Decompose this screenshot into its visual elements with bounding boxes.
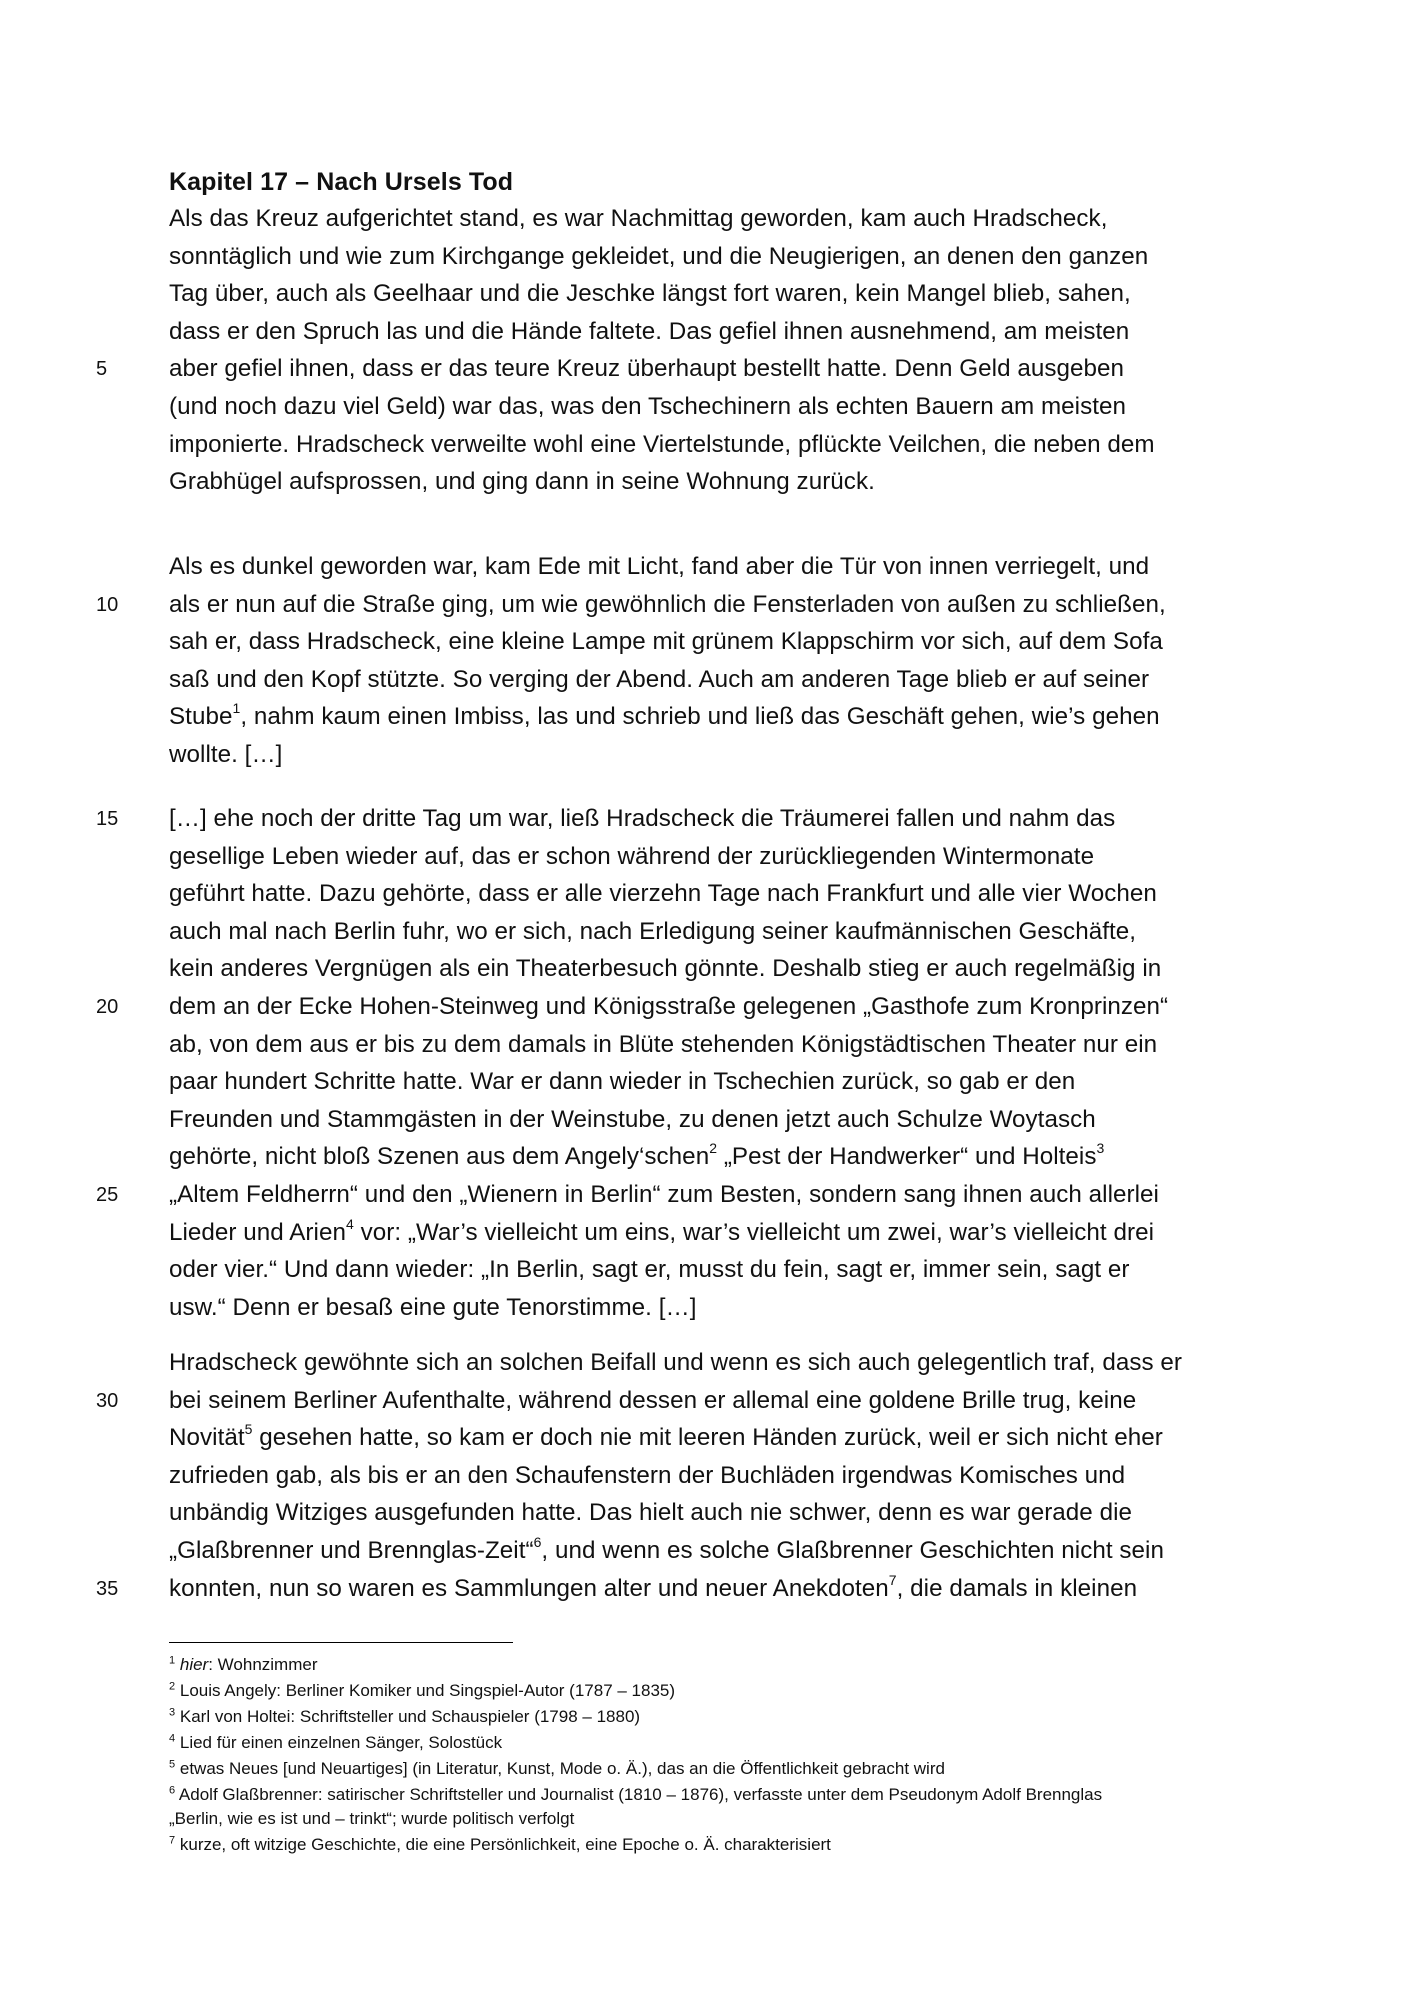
footnote <box>169 1732 502 1754</box>
line-number: 20 <box>96 996 119 1018</box>
footnote-ref: 1 <box>232 700 241 717</box>
footnote-number: 2 <box>169 1680 176 1693</box>
line-number: 25 <box>96 1184 119 1206</box>
footnote <box>169 1834 831 1856</box>
line-text: gesellige Leben wieder auf, das er schon während der zurückliegenden Wintermonate <box>169 842 1095 870</box>
footnote <box>169 1706 640 1728</box>
line-number: 15 <box>96 808 119 830</box>
text-line <box>169 1251 1130 1289</box>
line-number: 10 <box>96 593 119 616</box>
line-text: „Pest der Handwerker“ und Holteis <box>717 1143 1097 1171</box>
text-line <box>169 800 1115 838</box>
footnote-divider <box>169 1642 513 1643</box>
text-line <box>169 988 1168 1026</box>
footnote-text: Lied für einen einzelnen Sänger, Solostück <box>179 1733 503 1752</box>
text-line <box>169 1063 1075 1101</box>
line-text: Hradscheck gewöhnte sich an solchen Beifall und wenn es sich auch gelegentlich traf, dass er <box>169 1349 1182 1376</box>
line-number: 30 <box>96 1389 119 1412</box>
text-line <box>169 1457 1125 1495</box>
text-line <box>169 698 1160 736</box>
line-text: dass er den Spruch las und die Hände faltete. Das gefiel ihnen ausnehmend, am meisten <box>169 317 1130 345</box>
footnote-number: 1 <box>169 1654 176 1667</box>
footnote <box>169 1758 945 1780</box>
line-text: usw.“ Denn er besaß eine gute Tenorstimme. […] <box>169 1293 697 1321</box>
text-line <box>169 661 1149 699</box>
line-number: 5 <box>96 358 108 381</box>
text-line <box>169 1532 1164 1570</box>
line-text: zufrieden gab, als bis er an den Schaufenstern der Buchläden irgendwas Komisches und <box>169 1461 1126 1489</box>
text-line <box>169 736 282 774</box>
line-text: oder vier.“ Und dann wieder: „In Berlin, sagt er, musst du fein, sagt er, immer sein, sagt er <box>169 1256 1130 1284</box>
line-text: , die damals in kleinen <box>896 1574 1138 1602</box>
text-line <box>169 1382 1136 1420</box>
line-text: konnten, nun so waren es Sammlungen alter und neuer Anekdoten <box>169 1574 889 1602</box>
text-line <box>169 1419 1163 1457</box>
line-text: ab, von dem aus er bis zu dem damals in Blüte stehenden Königstädtischen Theater nur ein <box>169 1030 1158 1058</box>
text-line <box>169 586 1166 624</box>
line-text: Grabhügel aufsprossen, und ging dann in seine Wohnung zurück. <box>169 468 875 496</box>
footnote-ref: 5 <box>244 1421 253 1438</box>
line-text: gehörte, nicht bloß Szenen aus dem Angely‘schen <box>169 1143 710 1171</box>
line-text: aber gefiel ihnen, dass er das teure Kreuz überhaupt bestellt hatte. Denn Geld ausgeben <box>169 355 1125 383</box>
footnote-ref: 6 <box>533 1533 542 1550</box>
line-text: bei seinem Berliner Aufenthalte, während dessen er allemal eine goldene Brille trug, keine <box>169 1386 1137 1414</box>
footnote-ref: 3 <box>1096 1140 1105 1157</box>
text-line <box>169 350 1124 388</box>
text-line <box>169 1570 1137 1608</box>
text-line <box>169 1214 1154 1252</box>
footnote-text: Karl von Holtei: Schriftsteller und Schauspieler (1798 – 1880) <box>179 1707 641 1726</box>
line-text: gesehen hatte, so kam er doch nie mit leeren Händen zurück, weil er sich nicht eher <box>252 1424 1163 1452</box>
text-line <box>169 1026 1157 1064</box>
footnote-ref: 4 <box>345 1215 354 1232</box>
text-line <box>169 1494 1132 1532</box>
line-text: Tag über, auch als Geelhaar und die Jeschke längst fort waren, kein Mangel blieb, sahen, <box>169 280 1131 308</box>
footnote-text: kurze, oft witzige Geschichte, die eine Persönlichkeit, eine Epoche o. Ä. charakterisiert <box>179 1835 831 1854</box>
footnote-text: etwas Neues [und Neuartiges] (in Literatur, Kunst, Mode o. Ä.), das an die Öffentlichkeit gebracht wird <box>179 1759 945 1778</box>
line-text: als er nun auf die Straße ging, um wie gewöhnlich die Fensterladen von außen zu schließen, <box>169 590 1166 618</box>
footnote <box>169 1808 574 1830</box>
line-text: paar hundert Schritte hatte. War er dann wieder in Tschechien zurück, so gab er den <box>169 1068 1076 1096</box>
footnote-ref: 7 <box>888 1571 897 1588</box>
line-text: vor: „War’s vielleicht um eins, war’s vielleicht um zwei, war’s vielleicht drei <box>353 1218 1155 1246</box>
text-line <box>169 275 1131 313</box>
text-line <box>169 623 1163 661</box>
text-line <box>169 200 1107 238</box>
text-line <box>169 1138 1104 1176</box>
footnote <box>169 1784 1102 1806</box>
chapter-heading: Kapitel 17 – Nach Ursels Tod <box>169 168 514 196</box>
text-line <box>169 875 1157 913</box>
text-line <box>169 1289 697 1327</box>
line-text: sonntäglich und wie zum Kirchgange gekleidet, und die Neugierigen, an denen den ganzen <box>169 242 1149 270</box>
footnote-text: „Berlin, wie es ist und – trinkt“; wurde politisch verfolgt <box>169 1809 575 1828</box>
line-text: dem an der Ecke Hohen-Steinweg und Königsstraße gelegenen „Gasthofe zum Kronprinzen“ <box>169 993 1169 1020</box>
line-text: , nahm kaum einen Imbiss, las und schrieb und ließ das Geschäft gehen, wie’s gehen <box>240 703 1160 731</box>
text-line <box>169 313 1129 351</box>
text-line <box>169 913 1136 951</box>
line-text: Als das Kreuz aufgerichtet stand, es war Nachmittag geworden, kam auch Hradscheck, <box>169 205 1108 232</box>
footnote-emphasis: hier <box>179 1655 209 1674</box>
text-line <box>169 1101 1096 1139</box>
line-text: Als es dunkel geworden war, kam Ede mit Licht, fand aber die Tür von innen verriegelt, und <box>169 553 1150 580</box>
text-line <box>169 388 1126 426</box>
line-text: , und wenn es solche Glaßbrenner Geschichten nicht sein <box>541 1537 1164 1564</box>
footnote-text: : Wohnzimmer <box>208 1655 318 1674</box>
footnote-ref: 2 <box>709 1140 718 1157</box>
footnote-number: 6 <box>169 1784 176 1797</box>
line-text: (und noch dazu viel Geld) war das, was den Tschechinern als echten Bauern am meisten <box>169 393 1126 420</box>
line-text: sah er, dass Hradscheck, eine kleine Lampe mit grünem Klappschirm vor sich, auf dem Sofa <box>169 628 1163 656</box>
footnote-text: Louis Angely: Berliner Komiker und Singspiel-Autor (1787 – 1835) <box>179 1681 676 1700</box>
line-text: „Altem Feldherrn“ und den „Wienern in Berlin“ zum Besten, sondern sang ihnen auch allerlei <box>169 1181 1159 1208</box>
text-line <box>169 238 1148 276</box>
line-text: kein anderes Vergnügen als ein Theaterbesuch gönnte. Deshalb stieg er auch regelmäßig in <box>169 955 1162 983</box>
footnote <box>169 1654 317 1676</box>
text-line <box>169 950 1161 988</box>
footnote-number: 7 <box>169 1834 176 1847</box>
line-text: auch mal nach Berlin fuhr, wo er sich, nach Erledigung seiner kaufmännischen Geschäfte, <box>169 917 1137 945</box>
line-text: geführt hatte. Dazu gehörte, dass er alle vierzehn Tage nach Frankfurt und alle vier Wochen <box>169 880 1157 908</box>
footnote-number: 4 <box>169 1732 176 1745</box>
line-text: Lieder und Arien <box>169 1218 346 1246</box>
text-line <box>169 463 875 501</box>
footnote <box>169 1680 675 1702</box>
line-text: Novität <box>169 1424 245 1452</box>
footnote-number: 5 <box>169 1758 176 1771</box>
footnote-text: Adolf Glaßbrenner: satirischer Schriftsteller und Journalist (1810 – 1876), verfasste unter dem Pseudonym Adolf Brennglas <box>178 1785 1103 1804</box>
text-line <box>169 838 1094 876</box>
text-line <box>169 426 1155 464</box>
line-text: wollte. […] <box>169 741 283 768</box>
text-line <box>169 1176 1159 1214</box>
line-text: „Glaßbrenner und Brennglas-Zeit“ <box>169 1537 534 1564</box>
text-line <box>169 548 1149 586</box>
text-line <box>169 1344 1182 1382</box>
line-text: imponierte. Hradscheck verweilte wohl eine Viertelstunde, pflückte Veilchen, die neben dem <box>169 430 1155 458</box>
line-text: […] ehe noch der dritte Tag um war, ließ Hradscheck die Träumerei fallen und nahm das <box>169 805 1116 832</box>
line-text: Stube <box>169 703 233 731</box>
line-number: 35 <box>96 1577 119 1600</box>
line-text: Freunden und Stammgästen in der Weinstube, zu denen jetzt auch Schulze Woytasch <box>169 1105 1096 1133</box>
footnote-number: 3 <box>169 1706 176 1719</box>
line-text: saß und den Kopf stützte. So verging der Abend. Auch am anderen Tage blieb er auf seiner <box>169 665 1150 693</box>
line-text: unbändig Witziges ausgefunden hatte. Das hielt auch nie schwer, denn es war gerade die <box>169 1499 1133 1527</box>
